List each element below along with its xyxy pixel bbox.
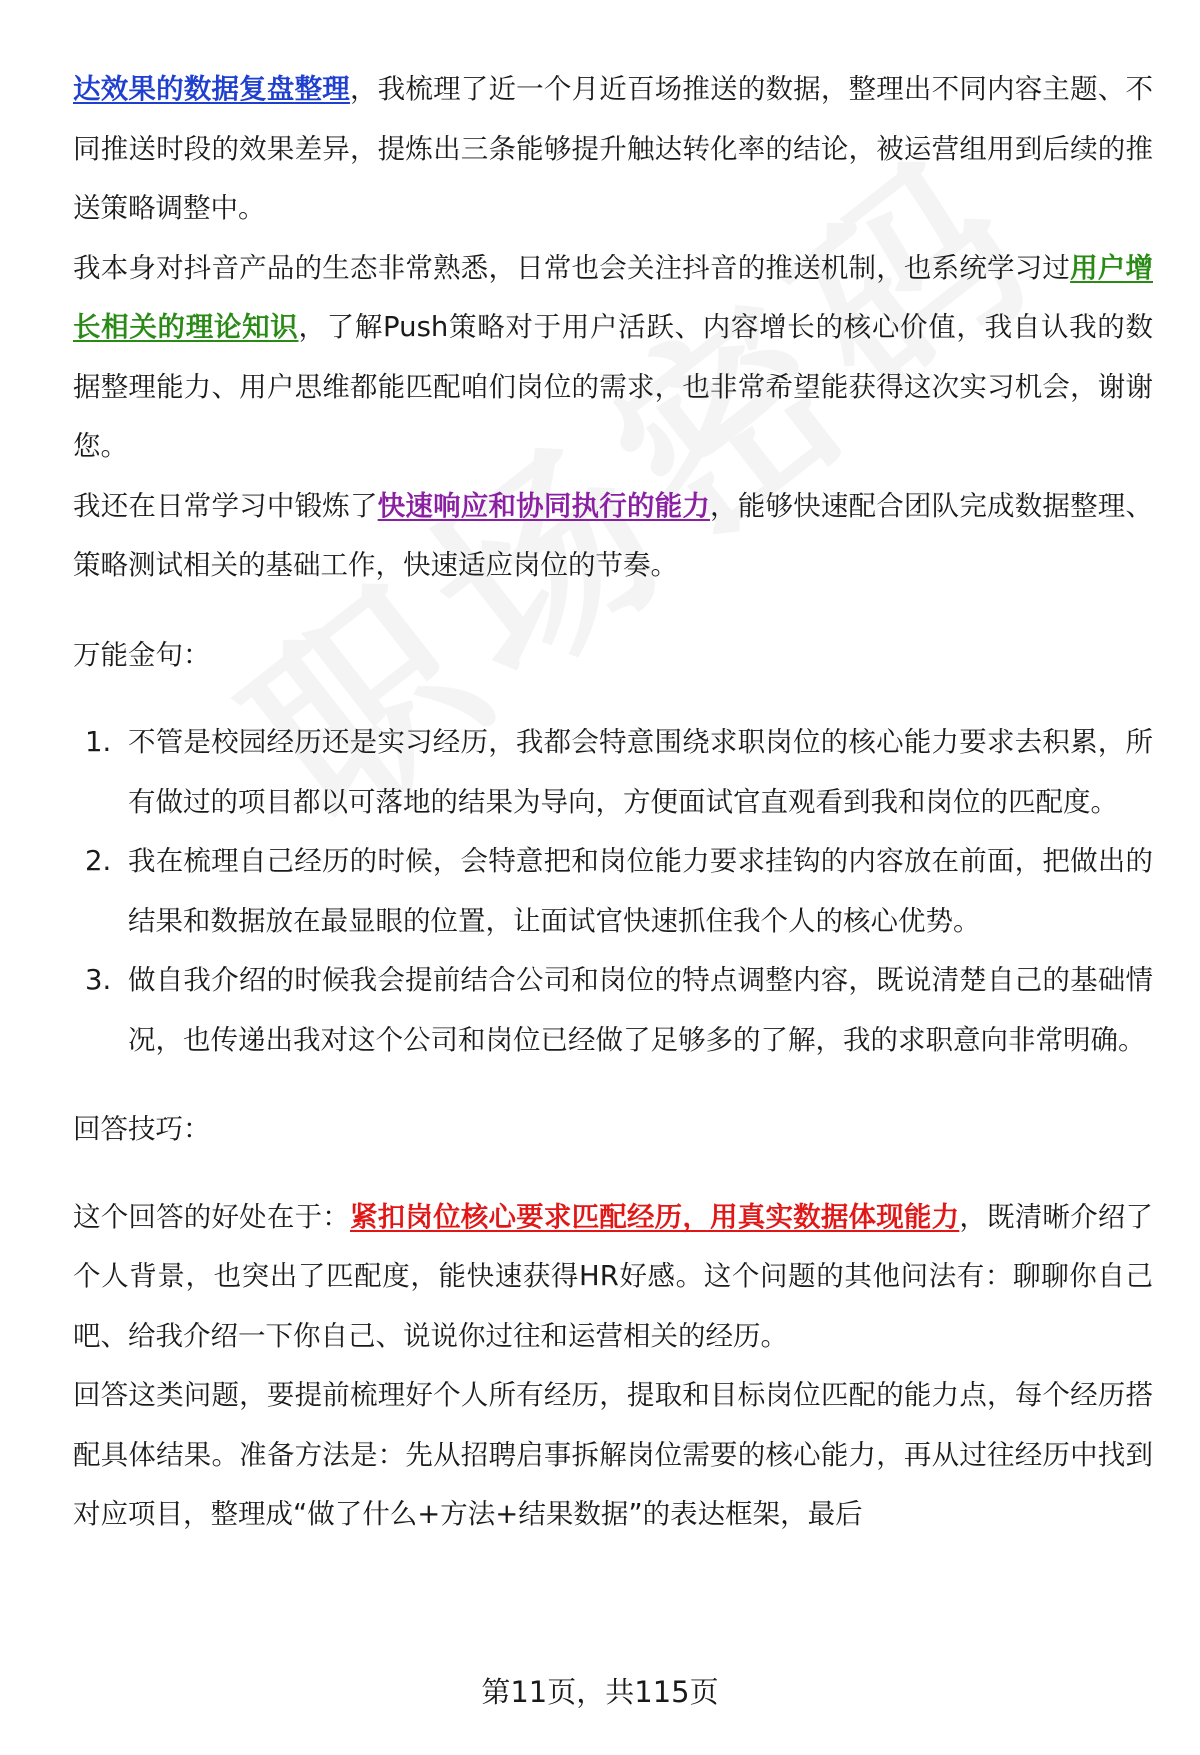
page-number-footer: 第11页，共115页 <box>481 1675 719 1709</box>
list-item-text: 不管是校园经历还是实习经历，我都会特意围绕求职岗位的核心能力要求去积累，所有做过的项目都以可落地的结果为导向，方便面试官直观看到我和岗位的匹配度。 <box>128 726 1153 818</box>
list-item-number: 2. <box>85 845 112 877</box>
paragraph-product-knowledge <box>73 239 1153 477</box>
paragraph-text: ，我梳理了近一个月近百场推送的数据，整理出不同内容主题、不同推送时段的效果差异，提炼出三条能够提升触达转化率的结论，被运营组用到后续的推送策略调整中。 <box>73 73 1154 224</box>
list-item <box>73 832 1153 951</box>
paragraph-text: 我本身对抖音产品的生态非常熟悉，日常也会关注抖音的推送机制，也系统学习过 <box>73 251 1071 284</box>
list-item-number: 3. <box>85 964 112 996</box>
section-heading-golden-sentences: 万能金句： <box>73 638 211 671</box>
paragraph-data-review <box>73 60 1153 239</box>
list-item-text: 我在梳理自己经历的时候，会特意把和岗位能力要求挂钩的内容放在前面，把做出的结果和数据放在最显眼的位置，让面试官快速抓住我个人的核心优势。 <box>128 845 1153 937</box>
highlight-core-match: 紧扣岗位核心要求匹配经历，用真实数据体现能力 <box>349 1200 960 1233</box>
paragraph-text: ，既清晰介绍了个人背景，也突出了匹配度，能快速获得HR好感。这个问题的其他问法有：聊聊你自己吧、给我介绍一下你自己、说说你过往和运营相关的经历。 <box>73 1200 1154 1352</box>
paragraph-text: ，了解Push策略对于用户活跃、内容增长的核心价值，我自认我的数据整理能力、用户思维都能匹配咱们岗位的需求，也非常希望能获得这次实习机会，谢谢您。 <box>73 311 1153 462</box>
golden-sentences-list <box>73 713 1153 1070</box>
highlight-data-review: 达效果的数据复盘整理 <box>73 73 350 105</box>
list-item-number: 1. <box>85 726 112 758</box>
list-item <box>73 713 1153 832</box>
section-heading-answer-tips: 回答技巧： <box>73 1113 211 1145</box>
paragraph-answer-benefit <box>73 1188 1153 1367</box>
highlight-execution: 快速响应和协同执行的能力 <box>377 489 711 522</box>
page-content <box>73 60 1153 1545</box>
paragraph-execution <box>73 477 1153 596</box>
list-item-text: 做自我介绍的时候我会提前结合公司和岗位的特点调整内容，既说清楚自己的基础情况，也传递出我对这个公司和岗位已经做了足够多的了解，我的求职意向非常明确。 <box>128 964 1153 1056</box>
paragraph-text: 我还在日常学习中锻炼了 <box>73 489 378 522</box>
highlight-user-growth: 用户增长相关的理论知识 <box>73 251 1154 343</box>
paragraph-text: ，能够快速配合团队完成数据整理、策略测试相关的基础工作，快速适应岗位的节奏。 <box>73 489 1154 581</box>
list-item <box>73 951 1153 1070</box>
paragraph-text: 这个回答的好处在于： <box>73 1200 350 1233</box>
paragraph-preparation-method: 回答这类问题，要提前梳理好个人所有经历，提取和目标岗位匹配的能力点，每个经历搭配具体结果。准备方法是：先从招聘启事拆解岗位需要的核心能力，再从过往经历中找到对应项目，整理成“做了什么+方法+结果数据”的表达框架，最后 <box>73 1379 1153 1530</box>
